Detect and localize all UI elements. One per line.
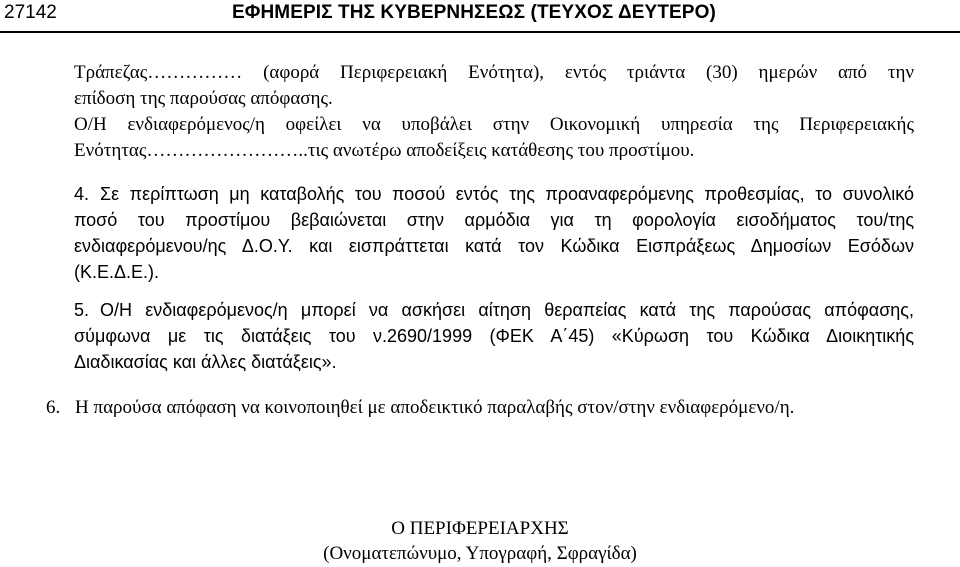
item-4 — [74, 181, 914, 285]
signature-title: Ο ΠΕΡΙΦΕΡΕΙΑΡΧΗΣ — [391, 518, 569, 539]
top-paragraph — [74, 60, 914, 164]
text-line: Ο/Η ενδιαφερόμενος/η οφείλει να υποβάλει στην Οικονομική υπηρεσία της Περιφερειακής — [74, 114, 914, 135]
page-header — [0, 0, 960, 30]
text-line: Διαδικασίας και άλλες διατάξεις». — [74, 352, 337, 372]
signature-subtitle: (Ονοματεπώνυμο, Υπογραφή, Σφραγίδα) — [323, 543, 637, 564]
text-line: Τράπεζας…………… (αφορά Περιφερειακή Ενότητα), εντός τριάντα (30) ημερών από την — [74, 62, 914, 83]
text-line — [46, 395, 926, 421]
item-text: Σε περίπτωση μη καταβολής του ποσού εντός της προαναφερόμενης προθεσμίας, το συνολικό — [100, 184, 914, 204]
header-rule — [0, 31, 960, 33]
item-text: Η παρούσα απόφαση να κοινοποιηθεί με αποδεικτικό παραλαβής στον/στην ενδιαφερόμενο/η. — [75, 397, 795, 418]
text-line: σύμφωνα με τις διατάξεις του ν.2690/1999 (ΦΕΚ Α΄45) «Κύρωση του Κώδικα Διοικητικής — [74, 326, 914, 346]
text-line: επίδοση της παρούσας απόφασης. — [74, 88, 333, 109]
item-text: Ο/Η ενδιαφερόμενος/η μπορεί να ασκήσει αίτηση θεραπείας κατά της παρούσας απόφασης, — [100, 300, 914, 320]
text-line: (Κ.Ε.Δ.Ε.). — [74, 262, 160, 282]
text-line: ενδιαφερόμενου/ης Δ.Ο.Υ. και εισπράττεται κατά τον Κώδικα Εισπράξεως Δημοσίων Εσόδων — [74, 236, 914, 256]
item-6 — [46, 395, 926, 421]
page-number: 27142 — [4, 2, 57, 23]
text-line — [74, 181, 914, 207]
item-number: 5. — [74, 300, 90, 320]
item-5 — [74, 297, 914, 375]
text-line: ποσό του προστίμου βεβαιώνεται στην αρμόδια για τη φορολογία εισοδήματος του/της — [74, 210, 914, 230]
item-number: 4. — [74, 184, 90, 204]
text-line: Ενότητας……………………..τις ανωτέρω αποδείξεις κατάθεσης του προστίμου. — [74, 140, 695, 161]
text-line — [74, 297, 914, 323]
gazette-title: ΕΦΗΜΕΡΙΣ ΤΗΣ ΚΥΒΕΡΝΗΣΕΩΣ (ΤΕΥΧΟΣ ΔΕΥΤΕΡΟ) — [232, 2, 716, 23]
item-number: 6. — [46, 397, 61, 418]
